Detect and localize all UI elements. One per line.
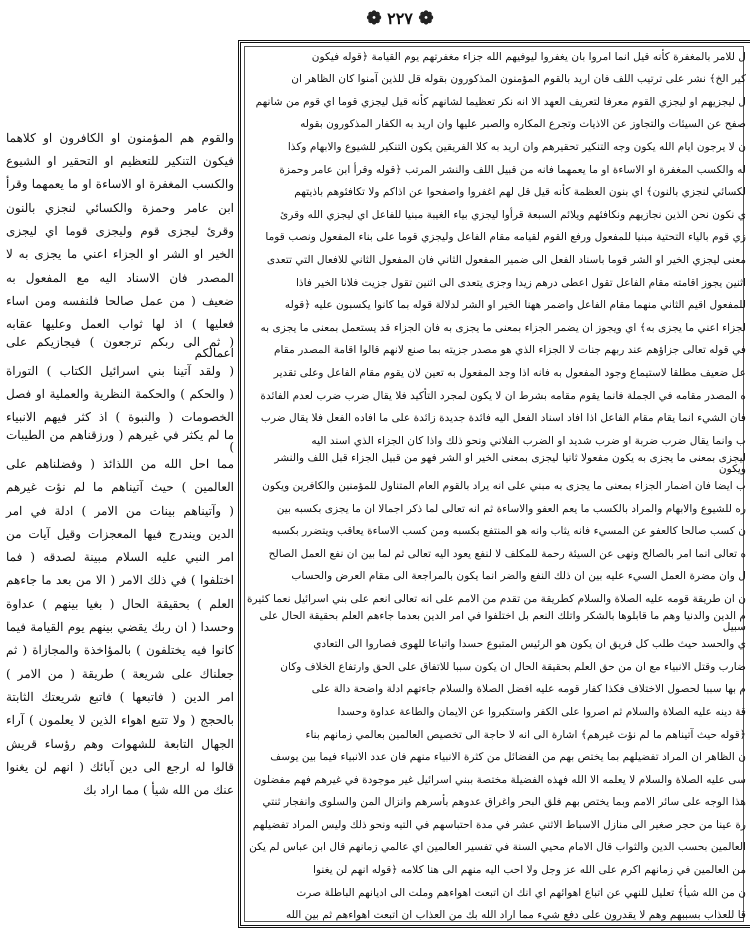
text-line bbox=[246, 159, 746, 182]
text-line bbox=[6, 686, 234, 709]
text-line-content: زي قوم بالياء التحتية مبنيا للمفعول ورفع القوم لقيامه مقام الفاعل وليجزي قوما على بناء المفعول ونصب قوما bbox=[265, 231, 746, 244]
text-line-content: له والكسب المغفرة او الاساءة او ما يعمهما فانه من قبيل اللف والنشر المرتب ﴿قوله وقرأ ابن عامر وحمزة bbox=[279, 163, 746, 176]
text-line bbox=[6, 267, 234, 290]
text-line-content: اثنين يجوز اقامته مقام الفاعل تقول اعطى درهم زيدا وجزى يتعدى الى اثنين تقول جزيت فلانا الخير فاذا bbox=[295, 276, 746, 289]
text-line-content: وقرئ ليجزى قوم وليجزى قوما اي ليجزى bbox=[6, 224, 234, 239]
text-line-content: ه تعالى انما امر بالصالح ونهى عن السيئة رحمة للمكلف لا لنفع يعود اليه تعالى ثم لما بين ان نفع العمل الصالح bbox=[268, 547, 746, 560]
text-line bbox=[246, 204, 746, 227]
text-line-content: المصدر فان الاسناد اليه مع المفعول به bbox=[6, 270, 234, 285]
text-line bbox=[246, 498, 746, 521]
text-line bbox=[6, 427, 234, 454]
text-line-content: عل ضعيف مطلقا لاستيماع وجود المفعول به فانه اذا وجد المفعول به تعين لان يقوم مقام الفاعل وعلى تقدير bbox=[273, 367, 746, 379]
margin-tafsir-text bbox=[6, 127, 234, 803]
text-line bbox=[6, 220, 234, 243]
text-line-content: الخصومات ( والنبوة ) اذ كثر فيهم الانبياء bbox=[6, 410, 234, 425]
text-line-content: ب ايضا فان اضمار الجزاء بمعنى ما يجزى به مبني على انه يراد بالقوم العام المتناول للمؤمنين والكافرين ويكون bbox=[262, 479, 746, 492]
text-line bbox=[6, 150, 234, 173]
ornament-right-icon: ❁ bbox=[418, 8, 434, 29]
text-line-content: ي نكون نحن الذين نجازيهم ونكافئهم ويلائم السبعة قرأوا ليجزي بياء الغيبة مبنيا للفاعل اي ليجزي الله وقرئ bbox=[279, 208, 746, 221]
text-line bbox=[246, 724, 746, 747]
text-line bbox=[246, 136, 746, 159]
text-line bbox=[246, 814, 746, 837]
text-line-content: لكسائي لنجزي بالنون﴾ اي بنون العظمة كأنه قيل قل لهم اغفروا واصفحوا عن اذاكم ولا تكافئوهم باذيتهم bbox=[294, 186, 746, 199]
text-line bbox=[246, 475, 746, 498]
text-line-content: ل وان مضرة العمل السيء عليه بين ان ذلك النفع والضر انما يكون بالمراجعة الى مقام العرض والحساب bbox=[291, 570, 746, 583]
text-line-content: ضعيف ( من عمل صالحا فلنفسه ومن اساء bbox=[6, 293, 234, 308]
text-line bbox=[6, 709, 234, 732]
text-line bbox=[246, 746, 746, 769]
text-line-content: رة عينا من حجر صغير الى منازل الاسباط الاثني عشر في مدة احتباسهم في التيه ونحو ذلك وليس المراد تفضيلهم bbox=[252, 818, 746, 831]
text-line-content: ن ان طريقة قومه عليه الصلاة والسلام كطريقة من تقدم من الامم على انه تعالى انعم على بني اسرائيل نعما كثيرة bbox=[246, 592, 746, 605]
text-line-content: ( ولقد آتينا بني اسرائيل الكتاب ) التوراة bbox=[6, 363, 234, 378]
text-line-content: سى عليه الصلاة والسلام لا يعلمه الا الله فهذه الفضيلة مختصة ببني اسرائيل غير موجودة في غيرهم فهم مفضلون bbox=[253, 773, 746, 786]
text-line bbox=[246, 905, 746, 928]
text-line-content: ن من الله شيأ﴾ تعليل للنهي عن اتباع اهوائهم اي انك ان اتبعت اهواءهم وملت الى اديانهم الباطلة صرت bbox=[296, 886, 746, 899]
page-number: ٢٢٧ bbox=[387, 9, 413, 28]
text-line-content: قا للعذاب بسببهم وهم لا يقدرون على دفع شيء مما اراد الله بك من العذاب ان اتبعت اهواءهم ثم بين الله bbox=[285, 909, 746, 922]
text-line-content: ما لم يكثر في غيرهم ( ورزقناهم من الطيبات ) bbox=[6, 427, 234, 454]
text-line bbox=[246, 679, 746, 702]
text-line-content: امر النبي عليه السلام مبينة لصدقه ( فما bbox=[6, 550, 234, 565]
text-line-content: ( والحكم ) والحكمة النظرية والعملية او فصل bbox=[6, 387, 234, 402]
text-line-content: قالوا له ارجع الى دين آبائك ( انهم لن يغنوا bbox=[6, 759, 234, 774]
text-line-content: ن لا يرجون ايام الله يكون وجه التنكير تحقيرهم وان اريد به كلا الفريقين يكون التنكير للشيوع والابهام وكذا bbox=[287, 141, 746, 154]
text-line bbox=[246, 769, 746, 792]
text-line-content: ب وانما يقال ضرب ضربة او ضرب شديد او الضرب الفلاني ونحو ذلك واذا كان الجزاء الذي اسند اليه bbox=[311, 434, 746, 447]
text-line bbox=[6, 523, 234, 546]
text-line-content: صفح عن السيئات والتجاوز عن الاذيات وتجرع المكاره والصبر عليها وان اريد به الكفار المذكورون بقوله bbox=[300, 118, 746, 131]
text-line-content: لجزاء اعني ما يجزى به﴾ اي ويجوز ان يضمر الجزاء بمعنى ما يجزى به فان الجزاء قد يستعمل بمعنى ما يجزى به bbox=[260, 321, 746, 334]
text-line bbox=[246, 520, 746, 543]
text-line bbox=[246, 317, 746, 340]
text-line-content: ابن عامر وحمزة والكسائي لنجزي بالنون bbox=[6, 200, 234, 215]
text-line bbox=[246, 453, 746, 476]
text-line bbox=[246, 837, 746, 860]
text-line-content: ( ثم الى ربكم ترجعون ) فيجازيكم على اعمالكم bbox=[6, 334, 234, 361]
text-line bbox=[6, 407, 234, 430]
text-line bbox=[246, 46, 746, 69]
text-line bbox=[246, 633, 746, 656]
text-line bbox=[6, 570, 234, 593]
text-line-content: العالمين ) حيث آتيناهم ما لم نؤت غيرهم bbox=[6, 480, 234, 495]
text-line-content: والقوم هم المؤمنون او الكافرون او كلاهما bbox=[6, 130, 234, 145]
text-line bbox=[6, 360, 234, 383]
text-line bbox=[6, 243, 234, 266]
text-line bbox=[246, 114, 746, 137]
text-line bbox=[246, 69, 746, 92]
text-line bbox=[246, 430, 746, 453]
text-line-content: كانوا فيه يختلفون ) بالمؤاخذة والمجازاة ( ثم bbox=[6, 643, 234, 658]
text-line bbox=[246, 408, 746, 431]
text-line-content: مما احل الله من اللذائذ ( وفضلناهم على bbox=[6, 457, 234, 471]
text-line-content: ن كسب صالحا كالعفو عن المسيء فانه يثاب وانه هو المنتفع بكسبه ومن كسب الاساءة يعاقب ويتضرر بكسبه bbox=[271, 525, 746, 538]
text-line bbox=[246, 91, 746, 114]
page-number-header bbox=[360, 6, 440, 32]
text-line-content: وحسدا ( ان ربك يقضي بينهم يوم القيامة فيما bbox=[6, 620, 234, 635]
text-line bbox=[6, 197, 234, 220]
text-line bbox=[246, 701, 746, 724]
text-line-content: ليجزى بمعنى ما يجزى به يكون مفعولا ثانيا ليجزى بمعنى الخير او الشر فهو من قبيل الجزاء قبل اللف والنشر ويكون bbox=[274, 451, 746, 475]
text-line-content: فان الشيء انما يقام مقام الفاعل اذا افاد اسناد الفعل اليه فائدة جديدة زائدة على ما افاده الفعل فلا يقال ضرب bbox=[260, 412, 746, 425]
text-line bbox=[6, 174, 234, 197]
ornament-left-icon: ❁ bbox=[366, 8, 382, 29]
text-line bbox=[6, 779, 234, 802]
text-line-content: فعليها ) اذ لها ثواب العمل وعليها عقابه bbox=[6, 317, 234, 332]
text-line-content: في قوله تعالى جزاؤهم عند ربهم جنات لا الجزاء الذي هو مصدر جزيته بما صنع لانهم قالوا اقامة المصدر مقام bbox=[274, 344, 746, 357]
text-line-content: للمفعول اقيم الثاني منهما مقام الفاعل واضمر ههنا الخير او الشر لدلالة قوله بما كانوا يكسبون عليه ﴿قوله bbox=[284, 299, 746, 312]
text-line bbox=[246, 588, 746, 611]
text-line-content: ه المصدر مقامه في الجملة فانما يقوم مقامه بشرط ان لا يكون لمجرد التأكيد فلا يقال ضرب ضرب لعدم الفائدة bbox=[260, 389, 746, 402]
text-line-content: الدين ويندرج فيها المعجزات وقيل آيات من bbox=[6, 526, 234, 541]
text-line-content: ره للشيوع والابهام والمراد بالكسب ما يعم العفو والاساءة ثم انه تعالى لما ذكر اجمالا ان ما يجزى بكسبه بين bbox=[276, 502, 746, 515]
text-line bbox=[6, 546, 234, 569]
text-line-content: بالحجج ( ولا تتبع اهواء الذين لا يعلمون ) آراء bbox=[6, 713, 234, 728]
text-line bbox=[6, 127, 234, 150]
text-line bbox=[6, 383, 234, 406]
text-line bbox=[246, 182, 746, 205]
text-line-content: الخير او الشر او الجزاء اعني ما يجزى به لا bbox=[6, 247, 234, 262]
text-line bbox=[246, 295, 746, 318]
text-line bbox=[246, 385, 746, 408]
text-line bbox=[246, 611, 746, 634]
text-line-content: اختلفوا ) في ذلك الامر ( الا من بعد ما جاءهم bbox=[6, 573, 234, 588]
text-line bbox=[6, 313, 234, 336]
text-line-content: ل ليجزيهم او ليجزي القوم معرفا لتعريف العهد الا انه نكر تعظيما لشانهم كأنه قيل ليجزي قوما اي قوم من شانهم bbox=[255, 95, 746, 108]
text-line bbox=[246, 543, 746, 566]
text-line-content: ل للامر بالمغفرة كأنه قيل انما امروا بان يغفروا ليوفيهم الله جزاء مغفرتهم يوم القيامة ﴿قوله فيكون bbox=[311, 50, 746, 63]
text-line bbox=[246, 859, 746, 882]
text-line-content: امر الدين ( فاتبعها ) فاتبع شريعتك الثابتة bbox=[6, 689, 234, 704]
text-line bbox=[246, 227, 746, 250]
text-line-content: ن الظاهر ان المراد تفضيلهم بما يختص بهم من الفضائل من كثرة الانبياء منهم فان عدد الانبياء فيما بين يوسف bbox=[270, 751, 746, 764]
text-line-content: من العالمين في زمانهم اكرم على الله عز وجل ولا احب اليه منهم الى هنا كلامه ﴿قوله انهم لن يغنوا bbox=[313, 864, 746, 877]
text-line bbox=[246, 272, 746, 295]
text-line bbox=[6, 640, 234, 663]
text-line bbox=[246, 792, 746, 815]
text-line bbox=[246, 882, 746, 905]
text-line bbox=[6, 663, 234, 686]
text-line bbox=[6, 453, 234, 476]
text-line-content: ﴿قوله حيث آتيناهم ما لم نؤت غيرهم﴾ اشارة الى انه لا حاجة الى تخصيص العالمين بعالمي زمانهم بناء bbox=[305, 728, 746, 741]
text-line-content: م الدين والدنيا وهم ما قابلوها بالشكر واتلك النعم بل اختلفوا في امر الدين بعدما جاءهم العلم بحقيقة الحال على سبيل bbox=[259, 609, 746, 634]
text-line-content: ( وآتيناهم بينات من الامر ) ادلة في امر bbox=[6, 503, 234, 518]
text-line bbox=[246, 340, 746, 363]
text-line-content: قة دينه عليه الصلاة والسلام ثم اصروا على الكفر واستكبروا عن الايمان والطاعة عداوة وحسدا bbox=[337, 705, 746, 718]
text-line-content: كير الخ﴾ نشر على ترتيب اللف فان اريد بالقوم المؤمنون المذكورون بقوله قل للذين آمنوا كان الظاهر ان bbox=[291, 73, 746, 86]
text-line bbox=[246, 249, 746, 272]
text-line-content: جعلناك على شريعة ) طريقة ( من الامر ) bbox=[6, 666, 234, 681]
text-line bbox=[246, 566, 746, 589]
text-line-content: هذا الوجه على سائر الامم وبما يختص بهم فلق البحر واغراق عدوهم بأسرهم وانزال المن والسلوى وانفجار ثنتي bbox=[262, 796, 746, 809]
text-line bbox=[6, 290, 234, 313]
text-line bbox=[6, 593, 234, 616]
text-line-content: عنك من الله شيأ ) مما اراد بك bbox=[83, 783, 234, 798]
text-line bbox=[6, 733, 234, 756]
text-line-content: ضارب وقتل الانبياء مع ان من حق العلم بحقيقة الحال ان يكون سببا للاتفاق على الحق وارتفاع الخلاف وكان bbox=[280, 660, 746, 673]
text-line-content: فيكون التنكير للتعظيم او التحقير او الشيوع bbox=[6, 154, 234, 169]
text-line bbox=[6, 334, 234, 361]
text-line-content: العالمين بحسب الدين والثواب قال الامام محيي السنة في تفسير العالمين اي عالمي زمانهم قال ابن عباس لم يكن bbox=[249, 841, 746, 854]
text-line bbox=[6, 756, 234, 779]
text-line-content: ي والحسد حيث طلب كل فريق ان يكون هو الرئيس المتبوع حسدا واتباعا للهوى فصاروا الى التعادي bbox=[313, 638, 746, 651]
text-line-content: معنى ليجزي الخير او الشر قوما باسناد الفعل الى ضمير المفعول الثاني فان المفعول الثاني للافعال التي تتعدى bbox=[266, 254, 746, 267]
text-line bbox=[6, 616, 234, 639]
text-line bbox=[6, 476, 234, 499]
text-line bbox=[246, 656, 746, 679]
main-commentary-text bbox=[246, 46, 746, 927]
text-line bbox=[246, 362, 746, 385]
text-line-content: م بها سببا لحصول الاختلاف فكذا كفار قومه عليه افضل الصلاة والسلام جاءتهم ادلة واضحة دالة على bbox=[311, 683, 746, 696]
text-line-content: العلم ) بحقيقة الحال ( بغيا بينهم ) عداوة bbox=[6, 596, 234, 611]
text-line-content: الجهال التابعة للشهوات وهم رؤساء قريش bbox=[6, 736, 234, 751]
text-line bbox=[6, 500, 234, 523]
text-line-content: والكسب المغفرة او الاساءة او ما يعمهما وقرأ bbox=[6, 177, 234, 192]
